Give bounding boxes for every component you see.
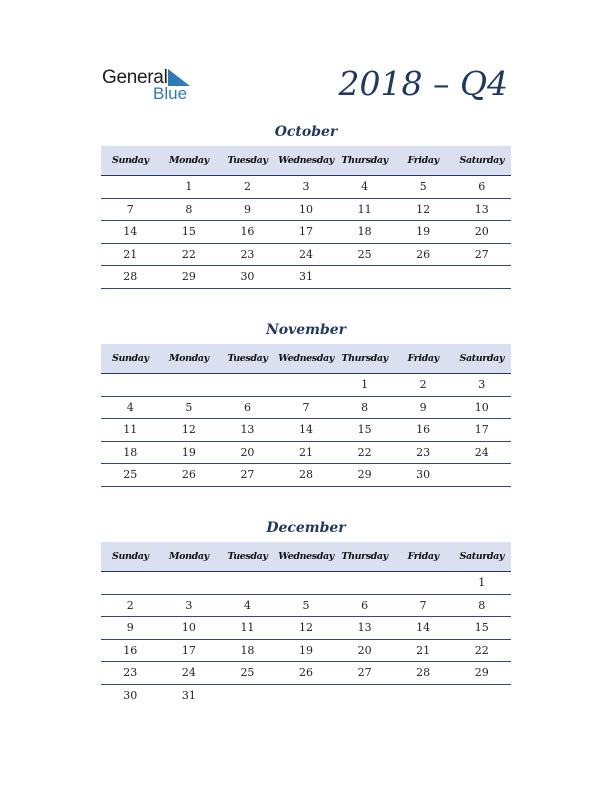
week-row [101,199,511,222]
day-cell: 29 [181,270,196,284]
day-cell: 30 [240,270,255,284]
weekday-header: Monday [169,353,209,364]
day-cell: 29 [357,468,372,482]
day-cell: 10 [299,202,314,216]
day-cell: 3 [185,598,193,612]
week-row [101,442,511,465]
day-cell: 26 [181,468,196,482]
month-title: October [274,124,338,140]
week-row [101,464,511,487]
day-cell: 28 [416,666,431,680]
day-cell: 7 [302,400,310,414]
day-cell: 11 [123,423,138,437]
day-cell: 4 [243,598,251,612]
weekday-header: Monday [169,155,209,166]
week-row [101,244,511,267]
month-title: November [265,322,347,338]
weekday-header: Tuesday [227,353,268,364]
day-cell: 18 [240,643,255,657]
day-cell: 19 [416,225,431,239]
day-cell: 1 [361,378,369,392]
day-cell: 24 [181,666,196,680]
day-cell: 2 [126,598,134,612]
day-cell: 13 [240,423,255,437]
logo-word-general: General [102,67,168,88]
day-cell: 9 [419,400,427,414]
day-cell: 8 [361,400,369,414]
day-cell: 6 [361,598,369,612]
brand-logo [102,67,202,103]
month-block-october [101,122,511,289]
day-cell: 16 [123,643,138,657]
day-cell: 14 [416,621,431,635]
day-cell: 19 [181,445,196,459]
day-cell: 21 [123,247,138,261]
day-cell: 23 [123,666,138,680]
week-row [101,221,511,244]
day-cell: 25 [240,666,255,680]
day-cell: 1 [478,576,486,590]
day-cell: 12 [299,621,314,635]
weekday-header: Friday [407,353,439,364]
day-cell: 13 [474,202,489,216]
day-cell: 27 [240,468,255,482]
day-cell: 7 [126,202,134,216]
weekday-header: Saturday [459,155,504,166]
day-cell: 28 [123,270,138,284]
day-cell: 23 [416,445,431,459]
day-cell: 11 [240,621,255,635]
week-row [101,617,511,640]
weekday-header-row [101,146,511,176]
day-cell: 20 [357,643,372,657]
week-row [101,176,511,199]
day-cell: 18 [123,445,138,459]
week-row [101,640,511,663]
day-cell: 20 [240,445,255,459]
day-cell: 12 [181,423,196,437]
weekday-header: Monday [169,551,209,562]
week-row [101,662,511,685]
month-block-december [101,518,511,706]
day-cell: 5 [419,180,427,194]
day-cell: 2 [419,378,427,392]
day-cell: 6 [243,400,251,414]
day-cell: 22 [357,445,372,459]
day-cell: 19 [299,643,314,657]
day-cell: 8 [185,202,193,216]
month-title: December [266,520,346,536]
month-block-november [101,320,511,487]
week-row [101,374,511,397]
weekday-header: Saturday [459,551,504,562]
day-cell: 18 [357,225,372,239]
day-cell: 13 [357,621,372,635]
weekday-header: Sunday [111,155,149,166]
day-cell: 10 [474,400,489,414]
day-cell: 16 [240,225,255,239]
week-row [101,419,511,442]
weekday-header: Wednesday [278,353,334,364]
day-cell: 26 [299,666,314,680]
day-cell: 6 [478,180,486,194]
day-cell: 25 [123,468,138,482]
day-cell: 16 [416,423,431,437]
weekday-header: Thursday [341,551,388,562]
day-cell: 31 [181,688,196,702]
day-cell: 4 [361,180,369,194]
weekday-header: Saturday [459,353,504,364]
weekday-header: Wednesday [278,551,334,562]
page-title: 2018 – Q4 [338,64,508,103]
day-cell: 17 [181,643,196,657]
day-cell: 27 [357,666,372,680]
day-cell: 9 [126,621,134,635]
weekday-header: Tuesday [227,155,268,166]
day-cell: 25 [357,247,372,261]
day-cell: 22 [181,247,196,261]
day-cell: 23 [240,247,255,261]
day-cell: 2 [243,180,251,194]
day-cell: 4 [126,400,134,414]
week-row [101,397,511,420]
day-cell: 5 [185,400,193,414]
weekday-header: Sunday [111,353,149,364]
day-cell: 21 [416,643,431,657]
day-cell: 12 [416,202,431,216]
day-cell: 17 [299,225,314,239]
day-cell: 14 [299,423,314,437]
logo-word-blue: Blue [153,84,188,103]
day-cell: 3 [478,378,486,392]
day-cell: 29 [474,666,489,680]
day-cell: 30 [416,468,431,482]
day-cell: 24 [474,445,489,459]
day-cell: 15 [474,621,489,635]
day-cell: 17 [474,423,489,437]
day-cell: 26 [416,247,431,261]
day-cell: 5 [302,598,310,612]
weekday-header: Sunday [111,551,149,562]
weekday-header-row [101,542,511,572]
day-cell: 3 [302,180,310,194]
weekday-header: Tuesday [227,551,268,562]
day-cell: 15 [181,225,196,239]
day-cell: 9 [243,202,251,216]
day-cell: 7 [419,598,427,612]
week-row [101,595,511,618]
weekday-header: Friday [407,155,439,166]
day-cell: 20 [474,225,489,239]
weekday-header: Thursday [341,353,388,364]
day-cell: 27 [474,247,489,261]
weekday-header: Wednesday [278,155,334,166]
day-cell: 22 [474,643,489,657]
day-cell: 8 [478,598,486,612]
weekday-header: Thursday [341,155,388,166]
day-cell: 1 [185,180,193,194]
day-cell: 24 [299,247,314,261]
week-row [101,685,511,707]
day-cell: 28 [299,468,314,482]
day-cell: 11 [357,202,372,216]
day-cell: 10 [181,621,196,635]
day-cell: 14 [123,225,138,239]
week-row [101,266,511,289]
day-cell: 31 [299,270,314,284]
day-cell: 15 [357,423,372,437]
weekday-header: Friday [407,551,439,562]
day-cell: 30 [123,688,138,702]
weekday-header-row [101,344,511,374]
day-cell: 21 [299,445,314,459]
week-row [101,572,511,595]
